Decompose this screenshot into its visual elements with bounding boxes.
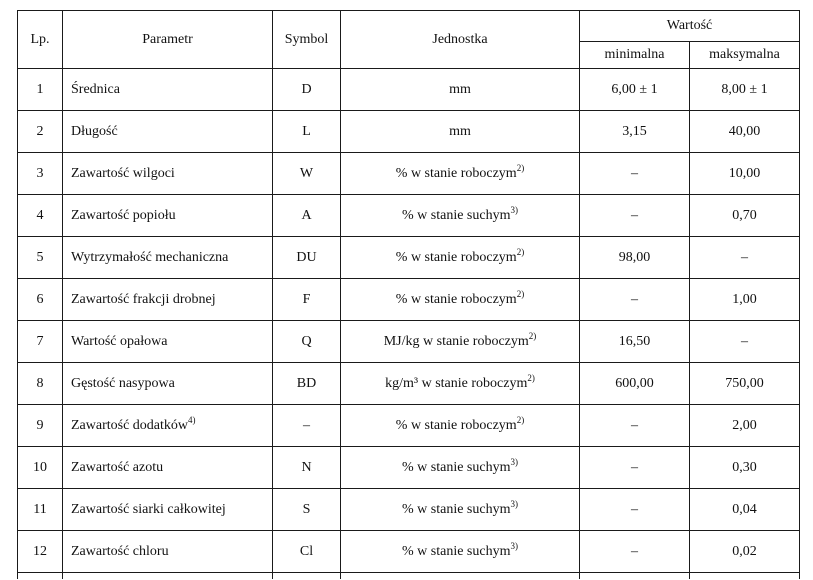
cell-jednostka-text: % w stanie roboczym: [395, 417, 517, 433]
cell-maksymalna-text: –: [741, 249, 748, 265]
footnote-marker: 2): [527, 372, 535, 383]
cell-symbol-text: Q: [301, 333, 312, 349]
cell-jednostka: [341, 237, 580, 279]
cell-symbol: [273, 153, 341, 195]
cell-minimalna-text: –: [631, 459, 638, 475]
cell-parametr: [63, 321, 273, 363]
cell-lp-text: 8: [36, 375, 44, 391]
cell-jednostka: [341, 69, 580, 111]
cell-minimalna-text: –: [631, 207, 638, 223]
cell-lp: [18, 447, 63, 489]
cell-jednostka-text: % w stanie roboczym: [395, 165, 517, 181]
cell-lp-text: 5: [36, 249, 44, 265]
table-row: [18, 195, 800, 237]
cell-lp-text: 6: [36, 291, 44, 307]
table-row: [18, 279, 800, 321]
cell-parametr: [63, 69, 273, 111]
cell-symbol-text: N: [301, 459, 312, 475]
cell-jednostka-text: mm: [449, 123, 471, 139]
footnote-marker: 4): [188, 414, 196, 425]
cell-symbol-text: D: [301, 81, 312, 97]
cell-parametr: [63, 237, 273, 279]
cell-maksymalna-text: –: [741, 333, 748, 349]
cell-jednostka: [341, 153, 580, 195]
cell-lp-text: 4: [36, 207, 44, 223]
cell-lp: [18, 531, 63, 573]
cell-maksymalna: [690, 279, 800, 321]
cell-jednostka: [341, 363, 580, 405]
cell-minimalna: [580, 111, 690, 153]
cell-minimalna-text: –: [631, 165, 638, 181]
cell-symbol-text: BD: [296, 375, 317, 391]
cell-jednostka-text: kg/m³ w stanie roboczym: [385, 375, 528, 391]
cell-minimalna-text: –: [631, 543, 638, 559]
cell-parametr-text: Zawartość frakcji drobnej: [71, 291, 216, 307]
header-parametr: Parametr: [63, 11, 273, 69]
cell-minimalna: [580, 447, 690, 489]
cell-jednostka: [341, 531, 580, 573]
table-row: [18, 111, 800, 153]
cell-jednostka: [341, 195, 580, 237]
footnote-marker: 2): [516, 246, 525, 257]
cell-jednostka-text: % w stanie roboczym: [395, 249, 517, 265]
cell-symbol-text: S: [302, 501, 311, 517]
cell-symbol-text: F: [302, 291, 311, 307]
cell-parametr: [63, 111, 273, 153]
cell-symbol-text: Cl: [299, 543, 314, 559]
footnote-marker: 3): [510, 456, 518, 467]
cell-symbol: [273, 279, 341, 321]
cell-minimalna: [580, 69, 690, 111]
cell-parametr: [63, 489, 273, 531]
cell-symbol: [273, 69, 341, 111]
cell-parametr-text: Wytrzymałość mechaniczna: [71, 249, 229, 265]
cell-lp: [18, 405, 63, 447]
cell-symbol: [273, 195, 341, 237]
cell-maksymalna-text: 750,00: [725, 375, 764, 391]
cell-maksymalna-text: 0,70: [732, 207, 757, 223]
cell-parametr-text: Zawartość popiołu: [71, 207, 176, 223]
cell-minimalna: [580, 153, 690, 195]
cell-minimalna-text: 3,15: [622, 123, 647, 139]
footnote-marker: 3): [510, 498, 518, 509]
cell-minimalna-text: 6,00 ± 1: [611, 81, 658, 97]
cell-parametr-text: Zawartość wilgoci: [71, 165, 175, 181]
cell-maksymalna: [690, 531, 800, 573]
table-row-cutoff: [18, 573, 800, 580]
cell-parametr-text: Wartość opałowa: [71, 333, 168, 349]
cell-parametr: [63, 447, 273, 489]
cell-maksymalna-text: 0,02: [732, 543, 757, 559]
cell-jednostka-text: % w stanie suchym: [402, 543, 511, 559]
cell-jednostka-text: mm: [449, 81, 471, 97]
cell-parametr-text: Zawartość dodatków: [71, 417, 189, 433]
table-row: [18, 489, 800, 531]
cell-symbol-text: W: [299, 165, 314, 181]
cell-minimalna: [580, 489, 690, 531]
cell-lp: [18, 69, 63, 111]
table-row: [18, 447, 800, 489]
header-minimalna: minimalna: [580, 42, 690, 69]
footnote-marker: 2): [516, 162, 525, 173]
cell-lp: [18, 111, 63, 153]
cell-jednostka-text: % w stanie roboczym: [395, 291, 517, 307]
cell-jednostka: [341, 405, 580, 447]
cell-minimalna: [580, 279, 690, 321]
table-row: [18, 153, 800, 195]
cell-minimalna-text: –: [631, 501, 638, 517]
cell-minimalna: [580, 531, 690, 573]
cell-lp-text: 7: [36, 333, 44, 349]
table-row: [18, 363, 800, 405]
cell-jednostka: [341, 447, 580, 489]
cell-jednostka: [341, 111, 580, 153]
cell-minimalna-text: –: [631, 417, 638, 433]
cell-lp: [18, 363, 63, 405]
cell-maksymalna-text: 10,00: [728, 165, 761, 181]
cell-jednostka-text: % w stanie suchym: [402, 501, 511, 517]
cell-symbol: [273, 405, 341, 447]
cell-maksymalna-text: 0,30: [732, 459, 757, 475]
cell-symbol: [273, 321, 341, 363]
cell-symbol: [273, 531, 341, 573]
cell-parametr: [63, 531, 273, 573]
cell-minimalna-text: 600,00: [615, 375, 654, 391]
cutoff-cell: [63, 573, 273, 580]
cell-minimalna-text: 98,00: [618, 249, 651, 265]
cell-parametr-text: Gęstość nasypowa: [71, 375, 175, 391]
cell-symbol: [273, 489, 341, 531]
footnote-marker: 2): [516, 288, 525, 299]
footnote-marker: 3): [510, 540, 518, 551]
cutoff-cell: [273, 573, 341, 580]
cell-maksymalna: [690, 363, 800, 405]
cutoff-cell: [18, 573, 63, 580]
cell-parametr-text: Zawartość siarki całkowitej: [71, 501, 226, 517]
cell-minimalna-text: 16,50: [618, 333, 651, 349]
cell-parametr-text: Zawartość chloru: [71, 543, 169, 559]
table-row: [18, 321, 800, 363]
table-body: [18, 69, 800, 580]
cutoff-cell: [341, 573, 580, 580]
cell-maksymalna: [690, 195, 800, 237]
footnote-marker: 2): [516, 414, 525, 425]
cell-lp: [18, 321, 63, 363]
cell-lp: [18, 489, 63, 531]
cell-jednostka: [341, 321, 580, 363]
cell-lp: [18, 153, 63, 195]
cell-maksymalna: [690, 405, 800, 447]
cell-jednostka: [341, 279, 580, 321]
cell-minimalna-text: –: [631, 291, 638, 307]
cell-lp-text: 3: [36, 165, 44, 181]
footnote-marker: 3): [510, 204, 518, 215]
cell-lp-text: 9: [36, 417, 44, 433]
cell-maksymalna: [690, 153, 800, 195]
cell-lp: [18, 279, 63, 321]
table-row: [18, 237, 800, 279]
cell-minimalna: [580, 321, 690, 363]
cell-maksymalna: [690, 447, 800, 489]
cell-symbol: [273, 447, 341, 489]
cell-maksymalna: [690, 489, 800, 531]
cell-lp-text: 11: [33, 501, 47, 517]
cutoff-cell: [580, 573, 690, 580]
cell-symbol-text: L: [302, 123, 311, 139]
cell-lp-text: 2: [36, 123, 44, 139]
header-wartosc: Wartość: [580, 11, 800, 42]
cell-maksymalna-text: 8,00 ± 1: [721, 81, 768, 97]
header-jednostka: Jednostka: [341, 11, 580, 69]
header-maksymalna: maksymalna: [690, 42, 800, 69]
specification-table: [17, 10, 800, 579]
cell-maksymalna: [690, 69, 800, 111]
cell-lp-text: 12: [33, 543, 47, 559]
cell-parametr: [63, 195, 273, 237]
cell-maksymalna-text: 2,00: [732, 417, 757, 433]
cell-minimalna: [580, 237, 690, 279]
cell-parametr-text: Długość: [71, 123, 118, 139]
table-row: [18, 531, 800, 573]
cell-symbol-text: A: [301, 207, 312, 223]
cell-jednostka-text: MJ/kg w stanie roboczym: [383, 333, 529, 349]
cell-parametr: [63, 279, 273, 321]
cell-maksymalna: [690, 237, 800, 279]
footnote-marker: 2): [528, 330, 537, 341]
cell-minimalna: [580, 405, 690, 447]
header-symbol: Symbol: [273, 11, 341, 69]
cell-minimalna: [580, 195, 690, 237]
header-lp: Lp.: [18, 11, 63, 69]
cell-jednostka-text: % w stanie suchym: [402, 207, 511, 223]
cell-maksymalna-text: 0,04: [732, 501, 757, 517]
cell-jednostka-text: % w stanie suchym: [402, 459, 511, 475]
cell-lp-text: 10: [33, 459, 47, 475]
cell-symbol: [273, 111, 341, 153]
cell-lp: [18, 195, 63, 237]
cell-lp-text: 1: [36, 81, 44, 97]
cell-symbol: [273, 237, 341, 279]
cell-parametr: [63, 405, 273, 447]
cell-lp: [18, 237, 63, 279]
cell-minimalna: [580, 363, 690, 405]
cell-parametr-text: Zawartość azotu: [71, 459, 164, 475]
cell-parametr: [63, 363, 273, 405]
cell-symbol-text: DU: [296, 249, 317, 265]
cutoff-cell: [690, 573, 800, 580]
cell-jednostka: [341, 489, 580, 531]
table-row: [18, 405, 800, 447]
cell-maksymalna-text: 40,00: [728, 123, 761, 139]
cell-maksymalna: [690, 111, 800, 153]
cell-maksymalna-text: 1,00: [732, 291, 757, 307]
table-row: [18, 69, 800, 111]
cell-symbol: [273, 363, 341, 405]
cell-maksymalna: [690, 321, 800, 363]
cell-parametr: [63, 153, 273, 195]
cell-parametr-text: Średnica: [71, 81, 120, 97]
cell-symbol-text: –: [303, 417, 310, 433]
